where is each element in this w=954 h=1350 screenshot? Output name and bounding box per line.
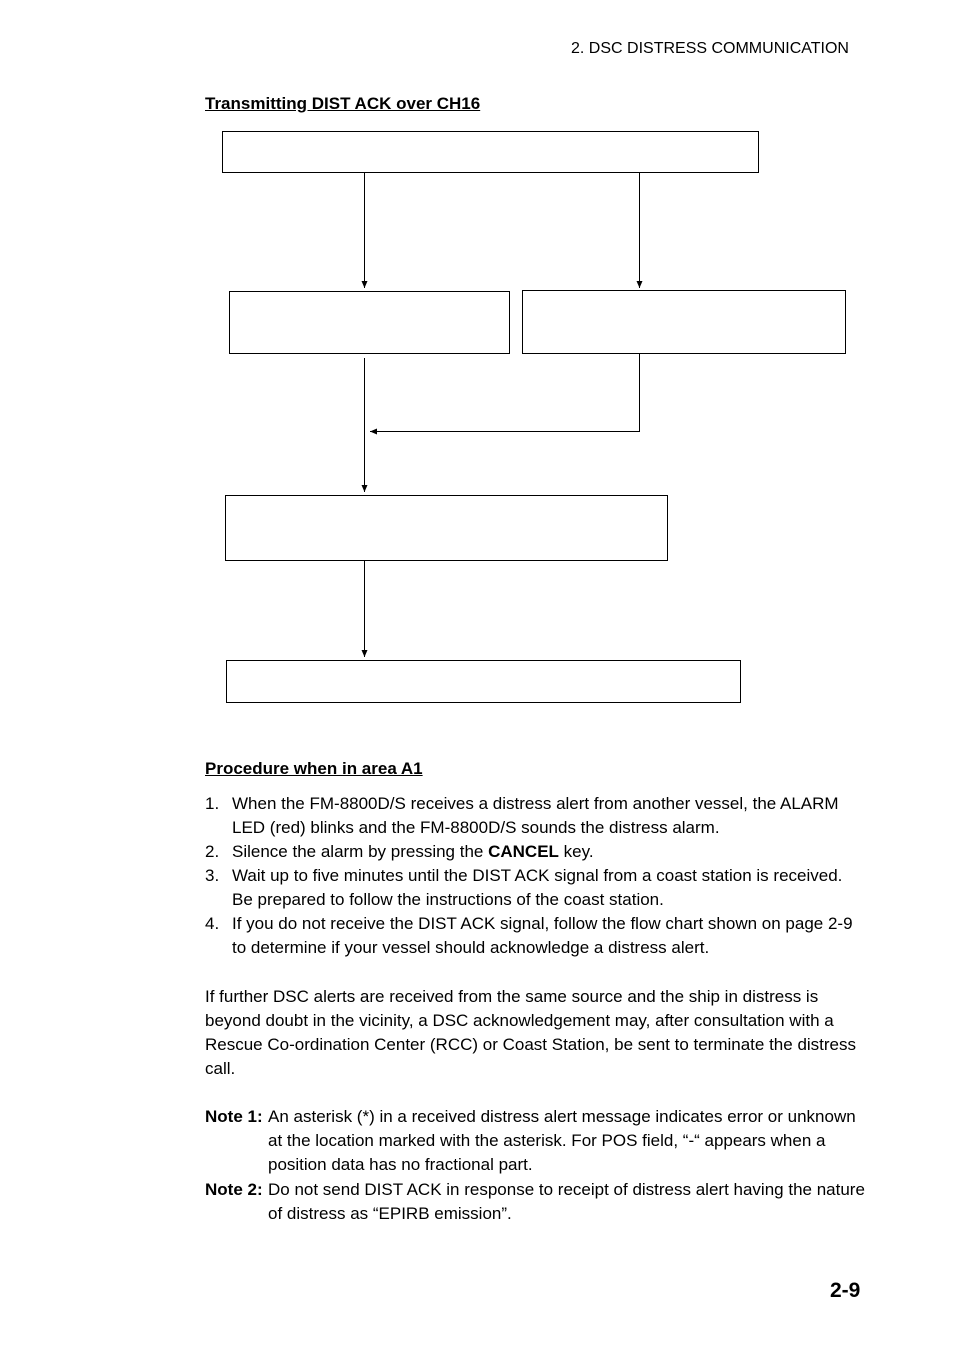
flow-box-top [223,132,759,173]
step-number: 3. [205,866,220,885]
flow-box-bottom [227,661,741,703]
step-text: Wait up to five minutes until the DIST ACK signal from a coast station is received. Be prepared to follow the instructions of the coast station. [232,866,843,909]
procedure-title: Procedure when in area A1 [205,759,423,778]
step-text: Silence the alarm by pressing the [232,842,489,861]
flowchart-title: Transmitting DIST ACK over CH16 [205,94,481,113]
list-item [205,840,865,864]
note-2 [205,1178,865,1226]
step-number: 1. [205,794,220,813]
list-item [205,792,865,840]
step-text: key. [558,842,594,861]
flow-box-right [523,291,846,354]
chapter-header: 2. DSC DISTRESS COMMUNICATION [571,40,849,57]
key-name: CANCEL [488,842,559,861]
note-1 [205,1105,865,1177]
flow-box-middle [226,496,668,561]
page-number: 2-9 [830,1279,861,1302]
procedure-steps [205,792,865,960]
list-item [205,912,865,960]
note-text: Do not send DIST ACK in response to receipt of distress alert having the nature of distress as “EPIRB emission”. [268,1180,865,1223]
note-text: An asterisk (*) in a received distress alert message indicates error or unknown at the location marked with the asterisk. For POS field, “-“ appears when a position data has no fractional part. [268,1107,856,1174]
step-text: When the FM-8800D/S receives a distress alert from another vessel, the ALARM LED (red) blinks and the FM-8800D/S sounds the distress alarm. [232,794,839,837]
step-number: 4. [205,914,220,933]
flow-connector-right [370,354,640,432]
note-label: Note 2: [205,1180,263,1199]
flow-box-left [230,292,510,354]
list-item [205,864,865,912]
step-text: If you do not receive the DIST ACK signal, follow the flow chart shown on page 2-9 to determine if your vessel should acknowledge a distress alert. [232,914,853,957]
step-number: 2. [205,842,220,861]
note-label: Note 1: [205,1107,263,1126]
body-paragraph: If further DSC alerts are received from the same source and the ship in distress is beyond doubt in the vicinity, a DSC acknowledgement may, after consultation with a Rescue Co-ordination Center (RCC) or Coast Station, be sent to terminate the distress call. [205,987,857,1078]
